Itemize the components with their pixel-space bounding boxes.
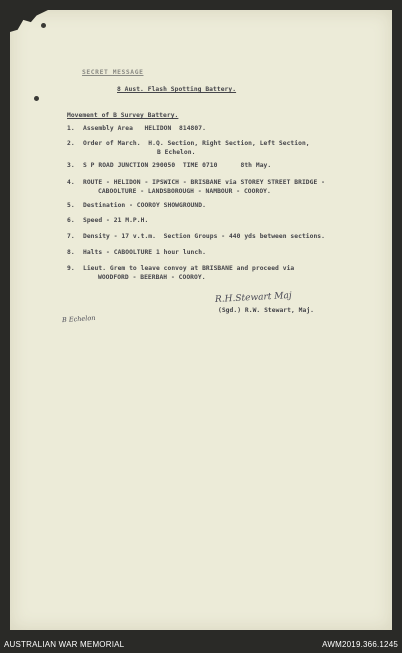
- handwritten-signature: R.H.Stewart Maj: [214, 291, 292, 305]
- item-text-continued: CABOOLTURE - LANDSBOROUGH - NAMBOUR - COOROY.: [98, 188, 271, 195]
- item-number: 3.: [67, 162, 75, 169]
- item-text: Assembly Area HELIDON 814807.: [83, 125, 206, 132]
- margin-note: B Echelon: [61, 313, 96, 325]
- torn-corner: [10, 10, 48, 32]
- item-text: Speed - 21 M.P.H.: [83, 217, 149, 224]
- item-number: 1.: [67, 125, 75, 132]
- item-number: 4.: [67, 179, 75, 186]
- punch-hole: [34, 96, 39, 101]
- item-number: 6.: [67, 217, 75, 224]
- item-text-continued: WOODFORD - BEERBAH - COOROY.: [98, 274, 206, 281]
- item-text: ROUTE - HELIDON - IPSWICH - BRISBANE via STOREY STREET BRIDGE -: [83, 179, 325, 186]
- document-title: 8 Aust. Flash Spotting Battery.: [117, 86, 237, 93]
- item-number: 5.: [67, 202, 75, 209]
- typed-signature: (Sgd.) R.W. Stewart, Maj.: [218, 307, 315, 314]
- footer-source: AUSTRALIAN WAR MEMORIAL: [4, 640, 125, 649]
- item-number: 7.: [67, 233, 75, 240]
- item-text: Density - 17 v.t.m. Section Groups - 440 yds between sections.: [83, 233, 325, 240]
- item-text: Lieut. Grem to leave convoy at BRISBANE and proceed via: [83, 265, 295, 272]
- item-text: Destination - COOROY SHOWGROUND.: [83, 202, 206, 209]
- item-text: Order of March. H.Q. Section, Right Section, Left Section,: [83, 140, 310, 147]
- document-page: [10, 10, 392, 630]
- item-number: 9.: [67, 265, 75, 272]
- item-text-continued: B Echelon.: [157, 149, 196, 156]
- item-text: S P ROAD JUNCTION 290050 TIME 0710 8th May.: [83, 162, 272, 169]
- punch-hole: [41, 23, 46, 28]
- footer-accession-number: AWM2019.366.1245: [322, 640, 398, 649]
- item-number: 8.: [67, 249, 75, 256]
- document-subtitle: Movement of B Survey Battery.: [67, 112, 179, 119]
- classification-header: SECRET MESSAGE: [82, 69, 144, 76]
- item-number: 2.: [67, 140, 75, 147]
- item-text: Halts - CABOOLTURE 1 hour lunch.: [83, 249, 206, 256]
